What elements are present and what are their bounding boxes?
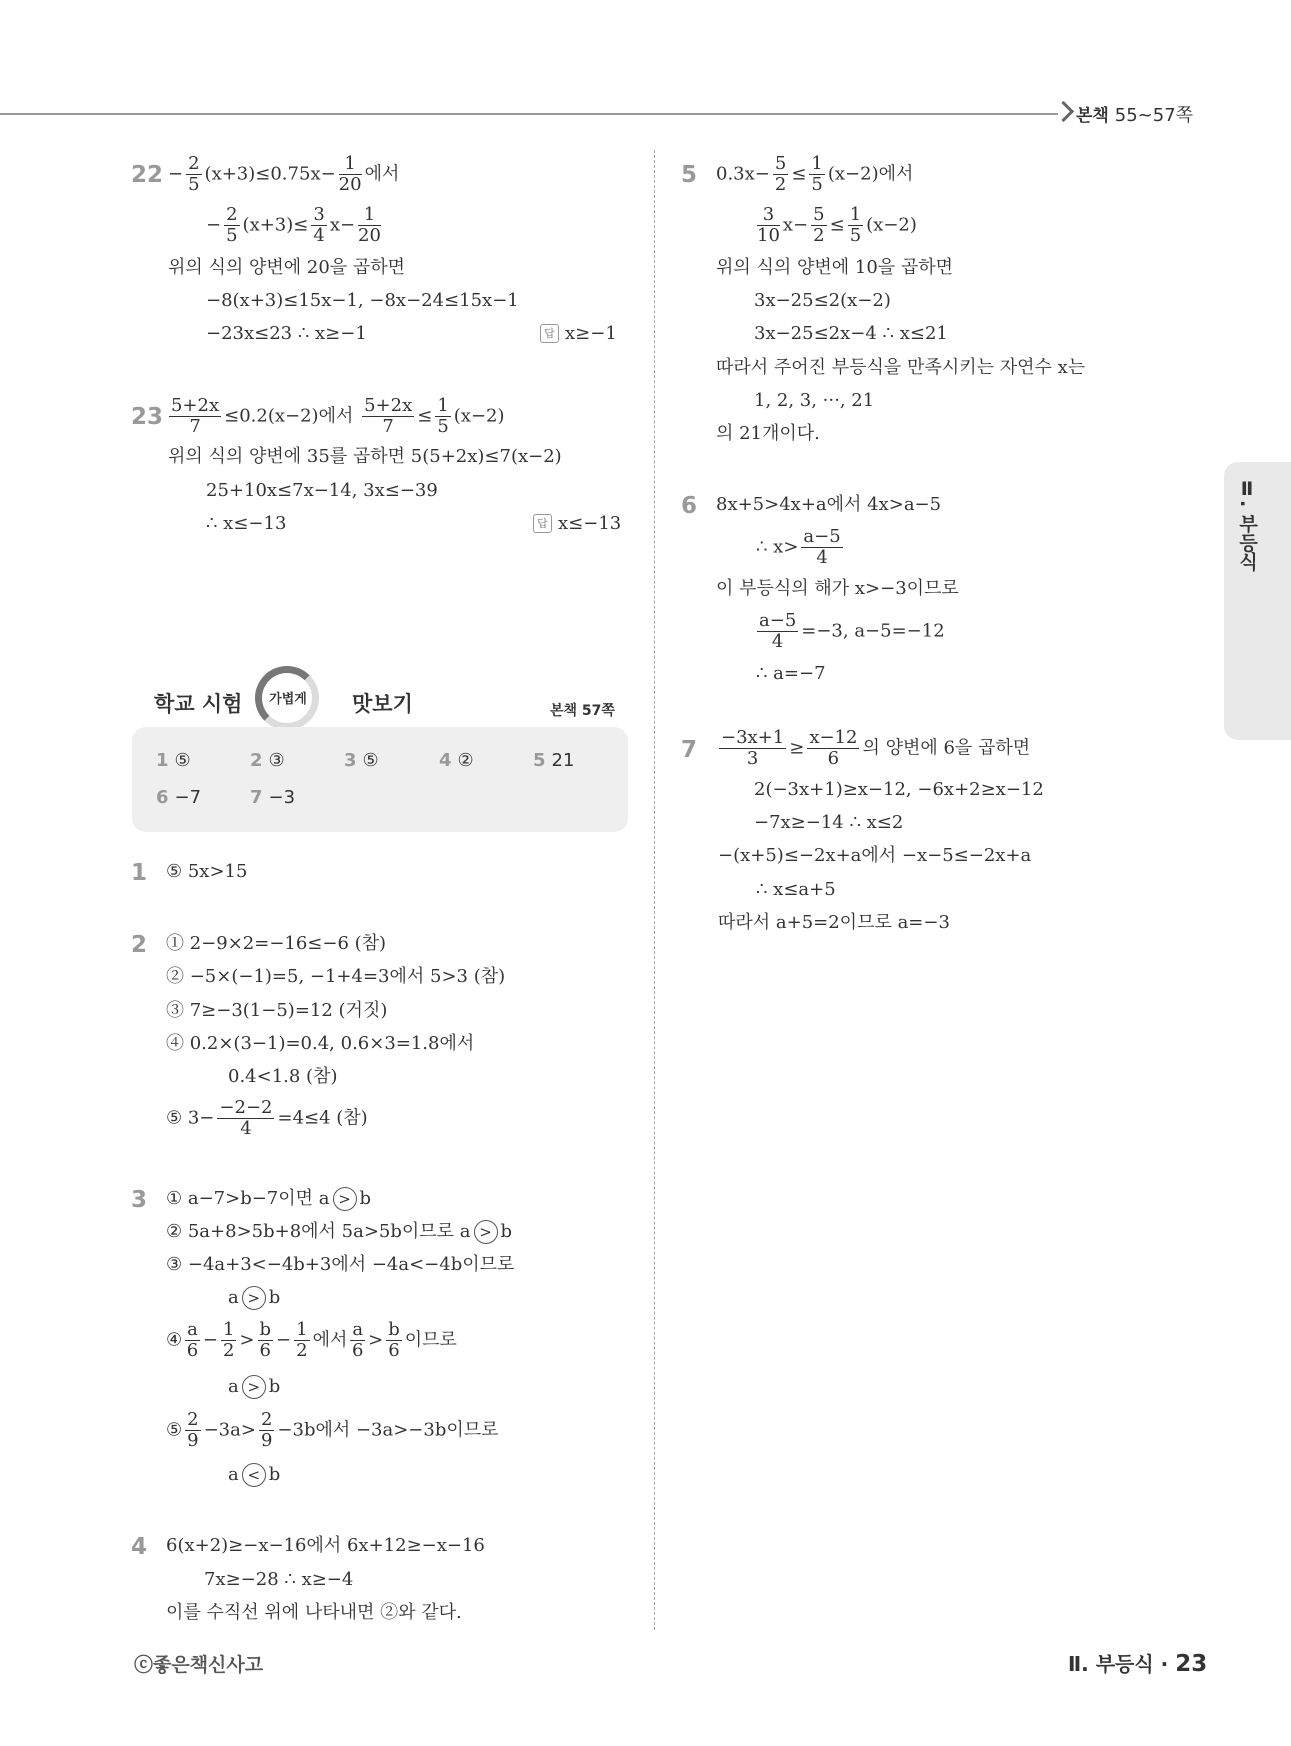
p22-answer: 답 x≥−1 [540, 322, 617, 346]
problem-number: 23 [131, 404, 164, 430]
chapter-side-tab-label: Ⅱ. 부등식 [1236, 478, 1258, 571]
section-ring-label: 가볍게 [269, 692, 307, 707]
q3-line4: a > b [228, 1287, 281, 1308]
page-reference: 본책 55~57쪽 [1076, 105, 1194, 126]
answer-badge-icon: 답 [533, 514, 552, 533]
p23-line4: ∴ x≤−13 [206, 513, 287, 534]
q2-line6: ⑤ 3− $\frac{-2-2}{4}$ =4≤4 (참) [166, 1097, 368, 1139]
q5-line1: 0.3x− $\frac{5}{2}$ ≤ $\frac{1}{5}$ (x−2)에서 [716, 153, 914, 195]
answer-badge-icon: 답 [540, 324, 559, 343]
q3-line8: a < b [228, 1464, 281, 1485]
problem-number: 7 [681, 737, 698, 763]
page-number: 23 [1175, 1651, 1208, 1677]
q5-line2: $\frac{3}{10}$ x− $\frac{5}{2}$ ≤ $\frac{1}{5}$ (x−2) [757, 204, 917, 246]
q7-line5: ∴ x≤a+5 [756, 879, 836, 900]
q5-line7: 1, 2, 3, ···, 21 [754, 390, 875, 411]
q5-line4: 3x−25≤2(x−2) [754, 290, 891, 311]
q3-line7: ⑤ $\frac{2}{9}$ −3a> $\frac{2}{9}$ −3b에서 −3a>−3b이므로 [166, 1409, 499, 1451]
problem-number: 6 [681, 493, 698, 519]
p22-line4: −8(x+3)≤15x−1, −8x−24≤15x−1 [206, 290, 519, 311]
q2-line4: ④ 0.2×(3−1)=0.4, 0.6×3=1.8에서 [166, 1033, 475, 1054]
p22-line1: − $\frac{2}{5}$ (x+3)≤0.75x− $\frac{1}{20}$ 에서 [168, 153, 400, 195]
header-rule [0, 113, 1058, 115]
q4-line2: 7x≥−28 ∴ x≥−4 [204, 1569, 354, 1590]
quick-answer: 1 ⑤ [156, 750, 191, 771]
quick-answer: 5 21 [533, 750, 575, 771]
column-divider [654, 150, 655, 1630]
problem-number: 3 [131, 1187, 148, 1213]
q1-line1: ⑤ 5x>15 [166, 861, 248, 882]
quick-answer: 4 ② [439, 750, 474, 771]
q2-line2: ② −5×(−1)=5, −1+4=3에서 5>3 (참) [166, 966, 506, 987]
q2-line3: ③ 7≥−3(1−5)=12 (거짓) [166, 1000, 388, 1021]
section-title-2: 맛보기 [352, 692, 413, 716]
quick-answer: 7 −3 [250, 787, 296, 808]
problem-number: 5 [681, 162, 698, 188]
inequality-circle: < [242, 1463, 266, 1487]
q3-line6: a > b [228, 1376, 281, 1397]
q5-line8: 의 21개이다. [716, 423, 820, 444]
inequality-circle: > [474, 1220, 498, 1244]
inequality-circle: > [242, 1375, 266, 1399]
problem-number: 1 [131, 860, 148, 886]
q6-line1: 8x+5>4x+a에서 4x>a−5 [716, 494, 942, 515]
quick-answer: 6 −7 [156, 787, 202, 808]
p22-line2: − $\frac{2}{5}$ (x+3)≤ $\frac{3}{4}$ x− $\frac{1}{20}$ [206, 204, 381, 246]
p22-line5: −23x≤23 ∴ x≥−1 [206, 323, 367, 344]
q4-line1: 6(x+2)≥−x−16에서 6x+12≥−x−16 [166, 1535, 485, 1556]
q7-line3: −7x≥−14 ∴ x≤2 [754, 812, 904, 833]
q4-line3: 이를 수직선 위에 나타내면 ②와 같다. [166, 1602, 462, 1623]
q7-line2: 2(−3x+1)≥x−12, −6x+2≥x−12 [754, 779, 1044, 800]
problem-number: 2 [131, 932, 148, 958]
page-footer: Ⅱ. 부등식 · 23 [1068, 1651, 1208, 1677]
problem-number: 4 [131, 1534, 148, 1560]
q7-line1: $\frac{-3x+1}{3}$ ≥ $\frac{x-12}{6}$ 의 양변에 6을 곱하면 [721, 727, 1031, 769]
q3-line3: ③ −4a+3<−4b+3에서 −4a<−4b이므로 [166, 1254, 515, 1275]
chevron-right-icon [1053, 101, 1074, 122]
p22-line3: 위의 식의 양변에 20을 곱하면 [168, 257, 406, 278]
p23-line3: 25+10x≤7x−14, 3x≤−39 [206, 480, 438, 501]
q7-line6: 따라서 a+5=2이므로 a=−3 [718, 912, 950, 933]
q2-line5: 0.4<1.8 (참) [228, 1066, 338, 1087]
p23-line2: 위의 식의 양변에 35를 곱하면 5(5+2x)≤7(x−2) [168, 446, 562, 467]
quick-answer-box [132, 727, 628, 832]
q5-line3: 위의 식의 양변에 10을 곱하면 [716, 257, 954, 278]
q3-line2: ② 5a+8>5b+8에서 5a>5b이므로 a > b [166, 1221, 513, 1242]
publisher-logo: ⓒ좋은책신사고 [134, 1654, 264, 1676]
q6-line5: ∴ a=−7 [756, 663, 826, 684]
section-reference: 본책 57쪽 [550, 703, 615, 719]
inequality-circle: > [242, 1286, 266, 1310]
section-title: 학교 시험 [154, 692, 243, 716]
q3-line5: ④ $\frac{a}{6}$ − $\frac{1}{2}$ > $\frac{b}{6}$ − $\frac{1}{2}$ 에서 $\frac{a}{6}$ > $\frac{b}{6}$ 이므로 [166, 1319, 457, 1361]
q6-line3: 이 부등식의 해가 x>−3이므로 [716, 578, 959, 599]
p23-answer: 답 x≤−13 [533, 512, 621, 536]
quick-answer: 2 ③ [250, 750, 285, 771]
q6-line4: $\frac{a-5}{4}$ =−3, a−5=−12 [759, 610, 945, 652]
quick-answer: 3 ⑤ [344, 750, 379, 771]
problem-number: 22 [131, 162, 164, 188]
q5-line6: 따라서 주어진 부등식을 만족시키는 자연수 x는 [716, 357, 1086, 378]
q7-line4: −(x+5)≤−2x+a에서 −x−5≤−2x+a [718, 845, 1032, 866]
p23-line1: $\frac{5+2x}{7}$ ≤0.2(x−2)에서 $\frac{5+2x}{7}$ ≤ $\frac{1}{5}$ (x−2) [171, 395, 505, 437]
q3-line1: ① a−7>b−7이면 a > b [166, 1188, 372, 1209]
q2-line1: ① 2−9×2=−16≤−6 (참) [166, 933, 387, 954]
q6-line2: ∴ x> $\frac{a-5}{4}$ [756, 526, 841, 568]
inequality-circle: > [333, 1187, 357, 1211]
q5-line5: 3x−25≤2x−4 ∴ x≤21 [754, 323, 948, 344]
